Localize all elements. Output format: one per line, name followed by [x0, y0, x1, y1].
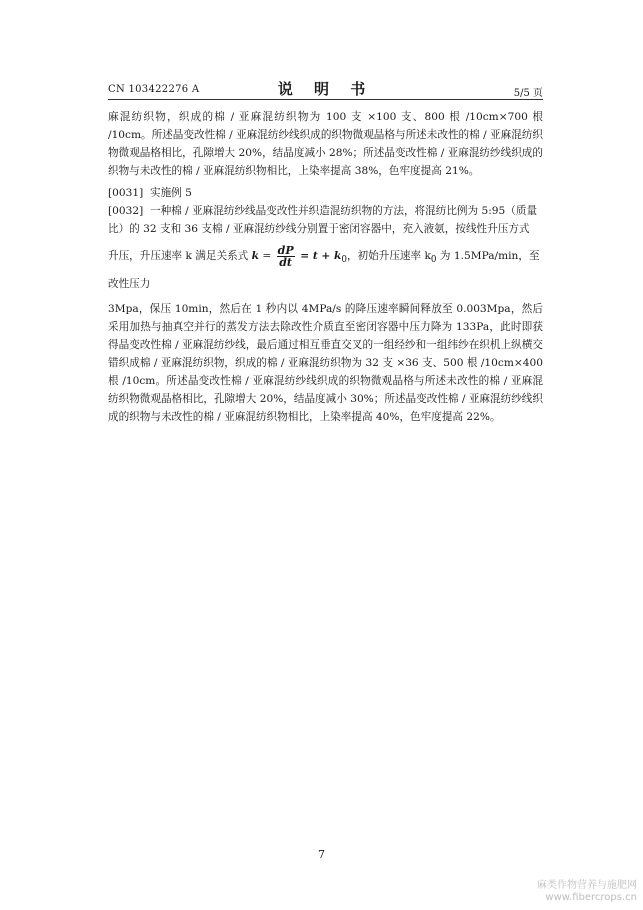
watermark-line-1: 麻类作物营养与施肥网: [537, 880, 637, 891]
header-rule: [108, 99, 543, 100]
paragraph-0032: [108, 202, 543, 426]
formula-k: k: [251, 250, 259, 262]
site-watermark: [537, 880, 637, 904]
page-number: 7: [318, 848, 325, 861]
paragraph-tag: [0031]: [108, 187, 144, 199]
page-header: [108, 78, 543, 100]
paragraph-text: 一种棉 / 亚麻混纺纱线晶变改性并织造混纺织物的方法，将混纺比例为 5:95（质量比）的 32 支和 36 支棉 / 亚麻混纺纱线分别置于密闭容器中，充入液氨，按线性升压方式: [108, 205, 538, 235]
page-indicator: 5/5 页: [513, 88, 543, 99]
paragraph-text: 为 1.5MPa/min，至改性压力: [108, 250, 540, 291]
formula-rhs: = t + k: [296, 250, 342, 262]
paragraph-text-continued: 3Mpa，保压 10min，然后在 1 秒内以 4MPa/s 的降压速率瞬间释放至 0.003Mpa，然后采用加热与抽真空并行的蒸发方法去除改性介质直至密闭容器中压力降为 133Pa，此时即获得晶变改性棉 / 亚麻混纺纱线，最后通过相互垂直交叉的一组经纱和一组纬纱在织机上纵横交错织成棉 / 亚麻混纺织物，织成的棉 / 亚麻混纺织物为 32 支 ×36 支、500 根 /10cm×400 根 /10cm。所述晶变改性棉 / 亚麻混纺纱线织成的织物微观晶格与所述未改性的棉 / 亚麻混纺织物微观晶格相比，孔隙增大 20%，结晶度减小 30%；所述晶变改性棉 / 亚麻混纺纱线织成的织物与未改性的棉 / 亚麻混纺织物相比，上染率提高 40%，色牢度提高 22%。: [108, 303, 543, 424]
paragraph-text: 升压，升压速率 k 满足关系式: [108, 250, 249, 262]
fraction-denominator: dt: [279, 255, 292, 269]
formula-subscript: 0: [341, 255, 347, 266]
paragraph-text: ，初始升压速率 k: [346, 250, 431, 262]
paragraph-tag: [0032]: [108, 205, 144, 217]
watermark-line-2: www.fibercrops.cn: [545, 892, 637, 903]
formula-fraction: [277, 245, 295, 268]
formula-equals: =: [259, 250, 275, 262]
paragraph-text: 实施例 5: [150, 187, 192, 199]
document-body: [108, 108, 543, 426]
paragraph-continued: 麻混纺织物，织成的棉 / 亚麻混纺织物为 100 支 ×100 支、800 根 /10cm×700 根 /10cm。所述晶变改性棉 / 亚麻混纺纱线织成的织物微观晶格与所述未改性的棉 / 亚麻混纺织物微观晶格相比，孔隙增大 20%，结晶度减小 28%；所述晶变改性棉 / 亚麻混纺纱线织成的织物与未改性的棉 / 亚麻混纺织物相比，上染率提高 38%，色牢度提高 21%。: [108, 111, 544, 177]
k0-subscript: 0: [430, 255, 437, 266]
document-title: 说 明 书: [277, 80, 374, 98]
paragraph-0031: [108, 184, 543, 202]
patent-number: CN 103422276 A: [108, 84, 200, 95]
formula-line: [108, 244, 543, 296]
fraction-numerator: dP: [277, 243, 294, 257]
